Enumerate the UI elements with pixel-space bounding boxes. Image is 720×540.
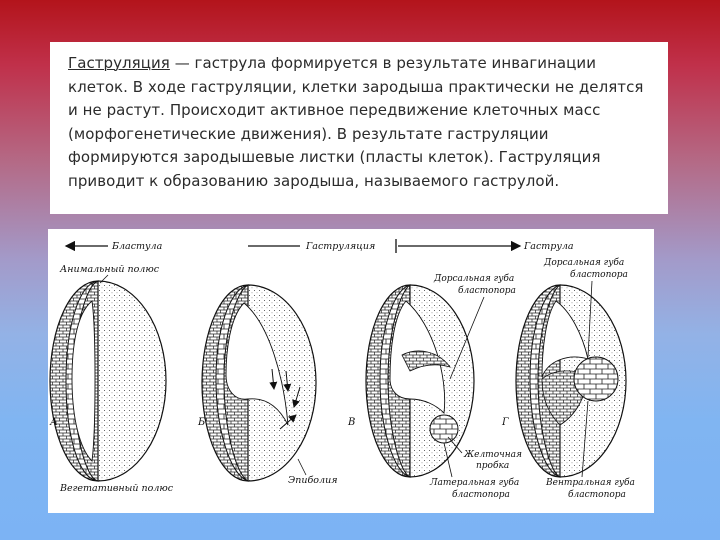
label-epiboly: Эпиболия — [288, 475, 338, 486]
label-dorsal-lip-2-line1: Дорсальная губа — [544, 258, 625, 268]
embryo-b — [197, 285, 337, 486]
label-dorsal-lip-1-line1: Дорсальная губа — [434, 274, 515, 284]
label-yolk-plug-line2: пробка — [476, 461, 510, 471]
stage-letter-v: В — [348, 417, 356, 428]
paragraph-body: — гаструла формируется в результате инвагинации клеток. В ходе гаструляции, клетки зародыша практически не делятся и не растут. Происходит активное передвижение клеточных масс (морфогенетические движения). В результате гаструляции формируются зародышевые листки (пласты клеток). Гаструляция приводит к образованию зародыша, называемого гаструлой. — [68, 54, 644, 190]
label-ventral-lip-line2: бластопора — [568, 490, 626, 500]
label-ventral-lip-line1: Вентральная губа — [546, 478, 635, 488]
stage-letter-g: Г — [502, 417, 509, 428]
label-dorsal-lip-1-line2: бластопора — [458, 286, 516, 296]
slide-paragraph — [50, 42, 668, 194]
embryo-g — [501, 257, 635, 500]
top-arrows — [66, 239, 574, 253]
embryo-a — [49, 264, 174, 494]
term-gastrulation: Гаструляция — [68, 54, 170, 72]
stage-letter-a: А — [50, 417, 58, 428]
slide-text-panel — [50, 42, 668, 214]
label-gastrula: Гаструла — [524, 241, 574, 252]
embryo-v — [347, 273, 522, 500]
gastrulation-figure — [48, 229, 654, 513]
label-lateral-lip-line2: бластопора — [452, 490, 510, 500]
label-yolk-plug-line1: Желточная — [464, 450, 522, 460]
label-animal-pole: Анимальный полюс — [60, 264, 160, 275]
label-blastula: Бластула — [112, 241, 163, 252]
label-dorsal-lip-2-line2: бластопора — [570, 270, 628, 280]
figure-svg — [48, 229, 654, 513]
label-vegetative-pole: Вегетативный полюс — [60, 483, 174, 494]
label-gastrulation: Гаструляция — [306, 241, 376, 252]
label-lateral-lip-line1: Латеральная губа — [430, 478, 520, 488]
stage-letter-b: Б — [198, 417, 206, 428]
